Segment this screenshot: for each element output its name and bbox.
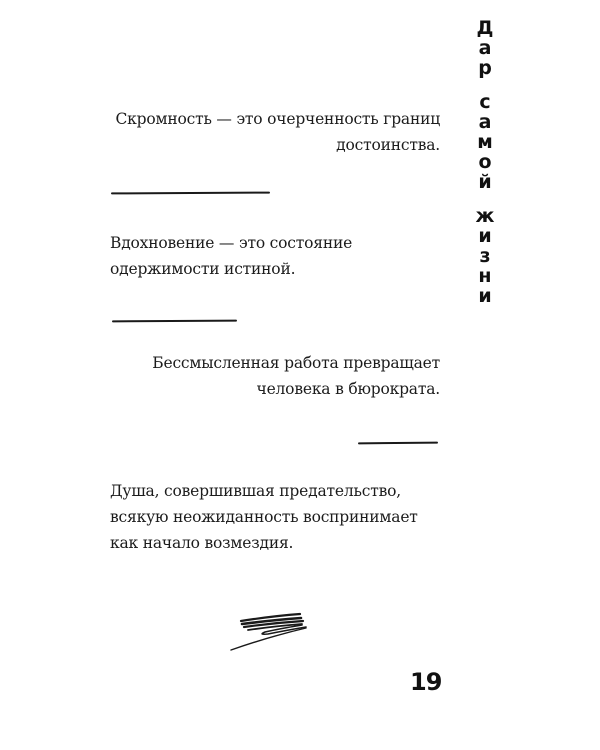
aphorism-line: Скромность — это очерченность границ: [115, 110, 440, 128]
aphorism-line: Бессмысленная работа превращает: [152, 354, 440, 372]
title-letter: р: [478, 57, 492, 79]
aphorism-line: достоинства.: [336, 136, 440, 154]
aphorism-line: Вдохновение — это состояние: [110, 234, 353, 252]
title-letter: о: [478, 151, 492, 173]
aphorism-line: Душа, совершившая предательство,: [110, 482, 401, 500]
title-letter: с: [479, 91, 491, 113]
aphorism-line: всякую неожиданность воспринимает: [110, 508, 418, 526]
title-letter: н: [478, 265, 492, 287]
title-word-2: [470, 92, 500, 192]
aphorism-line: человека в бюрократа.: [256, 380, 440, 398]
separator-rule: [111, 192, 270, 195]
aphorism-line: как начало возмездия.: [110, 534, 294, 552]
title-letter: ж: [475, 205, 495, 227]
aphorism-1: [110, 106, 440, 158]
title-letter: и: [478, 285, 492, 307]
title-letter: а: [478, 37, 492, 59]
page-number: 19: [410, 668, 442, 696]
title-letter: й: [478, 171, 492, 193]
title-letter: а: [478, 111, 492, 133]
title-word-1: [470, 18, 500, 78]
aphorism-line: одержимости истиной.: [110, 260, 296, 278]
title-letter: и: [478, 225, 492, 247]
title-letter: з: [479, 245, 491, 267]
scribble-ornament-icon: [228, 612, 328, 657]
aphorism-2: [110, 230, 440, 282]
separator-rule: [358, 442, 438, 445]
running-title-vertical: [470, 18, 500, 320]
title-word-3: [470, 206, 500, 306]
aphorism-3: [110, 350, 440, 402]
title-letter: Д: [476, 17, 494, 39]
title-letter: м: [477, 131, 493, 153]
aphorism-4: [110, 478, 450, 556]
separator-rule: [112, 320, 237, 323]
